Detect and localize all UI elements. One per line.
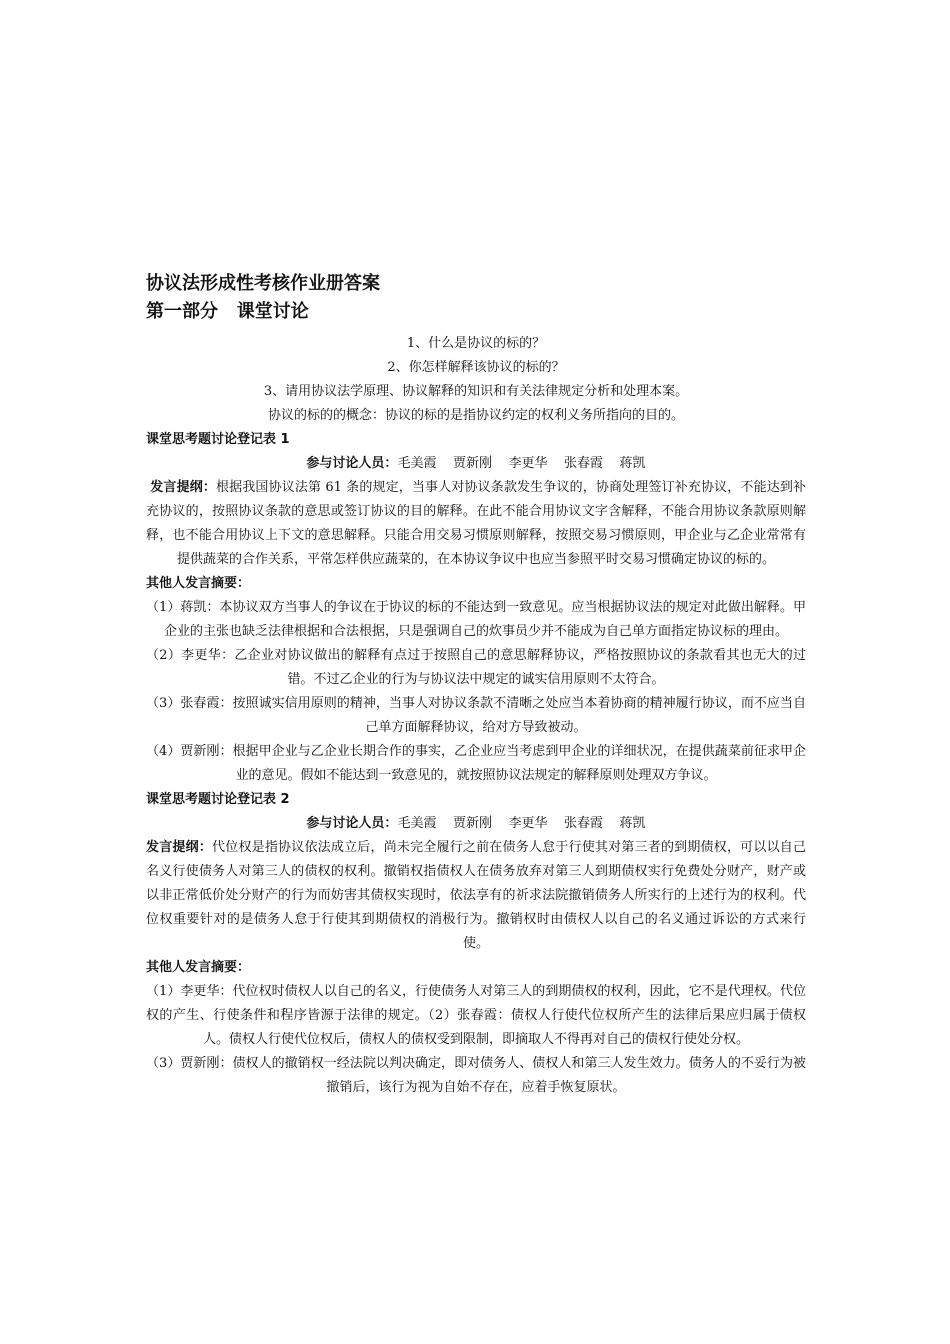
outline-label: 发言提纲： xyxy=(146,840,213,855)
question-3: 3、请用协议法学原理、协议解释的知识和有关法律规定分析和处理本案。 xyxy=(263,384,689,399)
other-speech-3: （3）张春霞：按照诚实信用原则的精神，当事人对协议条款不清晰之处应当本着协商的精神履行协议，而不应当自己单方面解释协议，给对方导致被动。 xyxy=(146,696,806,735)
outline-text: 代位权是指协议依法成立后，尚未完全履行之前在债务人怠于行使其对第三者的到期债权，可以以自己名义行使债务人对第三人的债权的权利。撤销权指债权人在债务放弃对第三人到期债权实行免费处分财产，财产或以非正常低价处分财产的行为而妨害其债权实现时，依法享有的祈求法院撤销债务人所实行的上述行为的权利。代位权重要针对的是债务人怠于行使其到期债权的消极行为。撤销权时由债权人以自己的名义通过诉讼的方式来行使。 xyxy=(146,840,806,951)
participants-names: 毛美霞 贾新刚 李更华 张春霞 蒋凯 xyxy=(397,456,646,471)
speech-outline xyxy=(146,836,806,956)
other-speech-1: （1）蒋凯：本协议双方当事人的争议在于协议的标的不能达到一致意见。应当根据协议法的规定对此做出解释。甲企业的主张也缺乏法律根据和合法根据，只是强调自己的炊事员少并不能成为自己单方面指定协议标的理由。 xyxy=(146,600,806,639)
others-heading: 其他人发言摘要： xyxy=(146,960,251,975)
outline-text: 根据我国协议法第 61 条的规定，当事人对协议条款发生争议的，协商处理签订补充协议，不能达到补充协议的，按照协议条款的意思或签订协议的目的解释。在此不能合用协议文字含解释，不能合用协议条款原则解释，也不能合用协议上下文的意思解释。只能合用交易习惯原则解释，按照交易习惯原则，甲企业与乙企业常常有提供蔬菜的合作关系，平常怎样供应蔬菜的，在本协议争议中也应当参照平时交易习惯确定协议的标的。 xyxy=(146,480,806,567)
discussion-form-2 xyxy=(146,788,806,1100)
subject-concept: 协议的标的的概念：协议的标的是指协议约定的权利义务所指向的目的。 xyxy=(267,408,684,423)
participants-line xyxy=(146,812,806,836)
document-page xyxy=(146,270,806,1100)
participants-names: 毛美霞 贾新刚 李更华 张春霞 蒋凯 xyxy=(397,816,646,831)
question-2: 2、你怎样解释该协议的标的？ xyxy=(387,360,565,375)
other-speech-2: （3）贾新刚：债权人的撤销权一经法院以判决确定，即对债务人、债权人和第三人发生效力。债务人的不妥行为被撤销后，该行为视为自始不存在，应着手恢复原状。 xyxy=(146,1056,806,1095)
form-heading: 课堂思考题讨论登记表 2 xyxy=(146,792,290,807)
part-title: 第一部分 课堂讨论 xyxy=(146,301,309,322)
others-heading: 其他人发言摘要： xyxy=(146,576,251,591)
document-title: 协议法形成性考核作业册答案 xyxy=(146,273,380,294)
other-speech-1: （1）李更华：代位权时债权人以自己的名义，行使债务人对第三人的到期债权的权利，因此，它不是代理权。代位权的产生、行使条件和程序皆源于法律的规定。（2）张春霞：债权人行使代位权所产生的法律后果应归属于债权人。债权人行使代位权后，债权人的债权受到限制，即摘取人不得再对自己的债权行使处分权。 xyxy=(146,984,806,1047)
other-speech-2: （2）李更华：乙企业对协议做出的解释有点过于按照自己的意思解释协议，严格按照协议的条款看其也无大的过错。不过乙企业的行为与协议法中规定的诚实信用原则不太符合。 xyxy=(146,648,806,687)
participants-line xyxy=(146,452,806,476)
participants-label: 参与讨论人员： xyxy=(306,816,398,831)
outline-label: 发言提纲： xyxy=(150,480,216,495)
participants-label: 参与讨论人员： xyxy=(306,456,398,471)
discussion-form-1 xyxy=(146,428,806,788)
other-speech-4: （4）贾新刚：根据甲企业与乙企业长期合作的事实，乙企业应当考虑到甲企业的详细状况，在提供蔬菜前征求甲企业的意见。假如不能达到一致意见的，就按照协议法规定的解释原则处理双方争议。 xyxy=(146,744,806,783)
form-heading: 课堂思考题讨论登记表 1 xyxy=(146,432,290,447)
question-1: 1、什么是协议的标的？ xyxy=(406,336,546,351)
speech-outline xyxy=(146,476,806,572)
